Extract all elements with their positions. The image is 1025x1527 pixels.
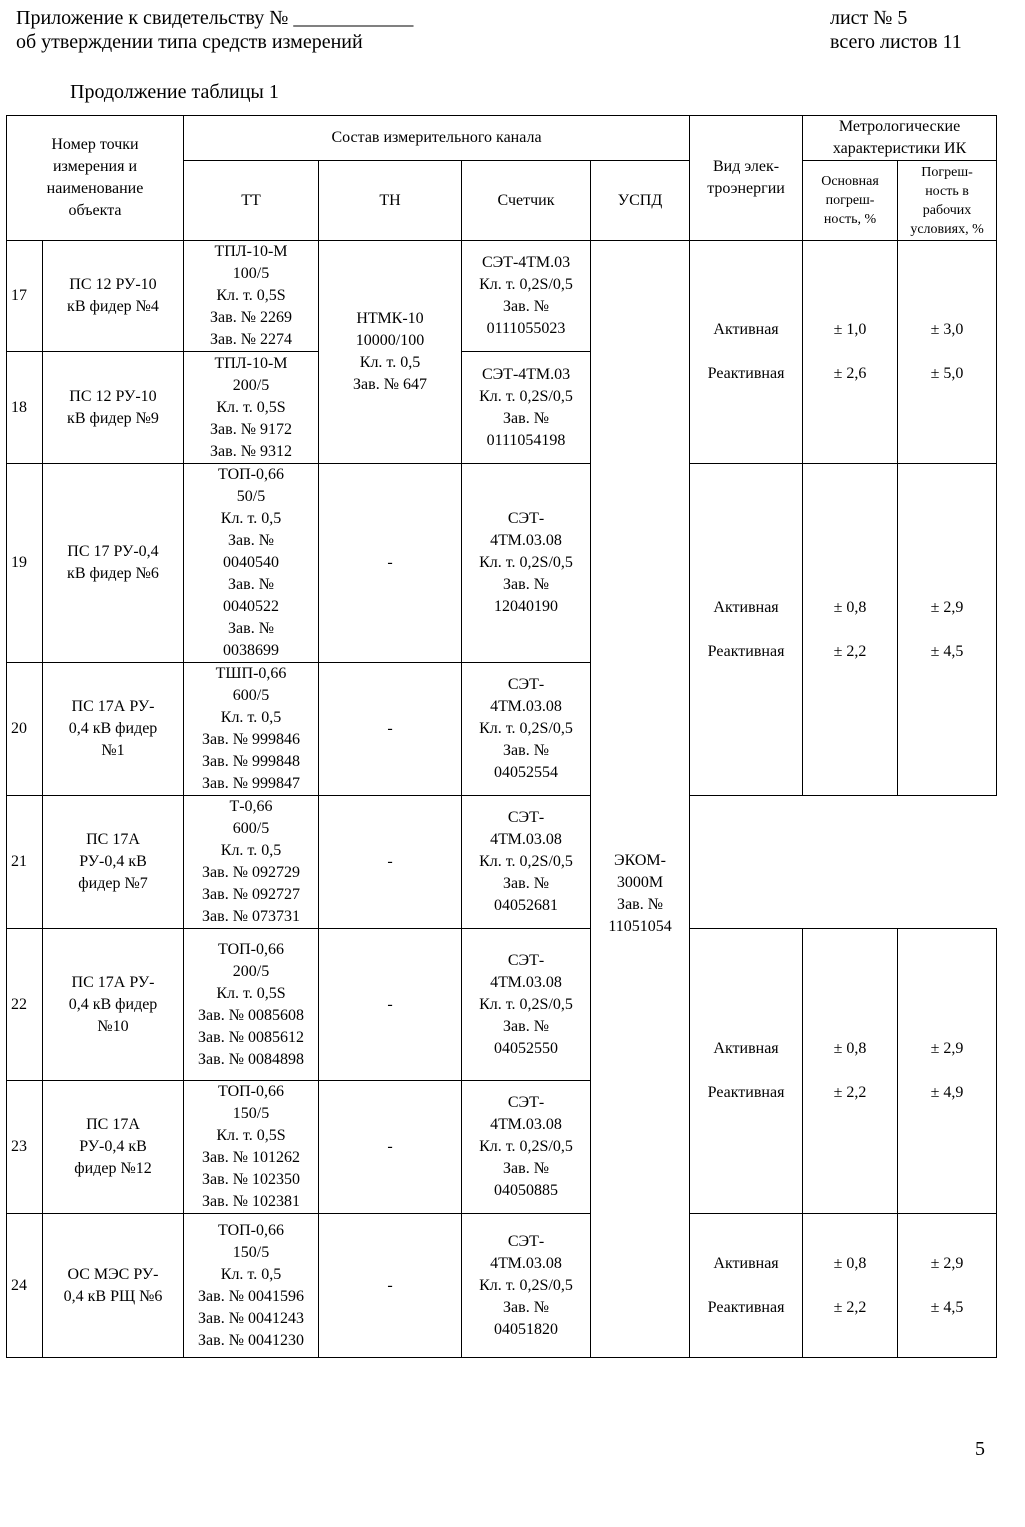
work-error-cell: ± 3,0 ± 5,0: [898, 241, 997, 464]
meter-cell: СЭТ- 4ТМ.03.08 Кл. т. 0,2S/0,5 Зав. № 04052550: [462, 929, 591, 1081]
work-error-cell: ± 2,9 ± 4,9: [898, 929, 997, 1214]
header-meter: Счетчик: [462, 161, 591, 241]
tn-cell: -: [319, 929, 462, 1081]
row-number: 21: [7, 796, 43, 929]
meter-cell: СЭТ-4ТМ.03 Кл. т. 0,2S/0,5 Зав. № 0111055023: [462, 241, 591, 352]
row-number: 18: [7, 352, 43, 464]
basic-error-cell: ± 1,0 ± 2,6: [803, 241, 898, 464]
row-number: 24: [7, 1214, 43, 1358]
header-tn: ТН: [319, 161, 462, 241]
meter-cell: СЭТ- 4ТМ.03.08 Кл. т. 0,2S/0,5 Зав. № 04050885: [462, 1081, 591, 1214]
object-name: ПС 17А РУ- 0,4 кВ фидер №1: [43, 663, 184, 796]
meter-cell: СЭТ- 4ТМ.03.08 Кл. т. 0,2S/0,5 Зав. № 04052681: [462, 796, 591, 929]
header-metrological: Метрологические характеристики ИК: [803, 116, 997, 161]
object-name: ПС 17А РУ-0,4 кВ фидер №12: [43, 1081, 184, 1214]
header-point-name: Номер точки измерения и наименование объекта: [7, 116, 184, 241]
tt-cell: ТОП-0,66 150/5 Кл. т. 0,5 Зав. № 0041596 Зав. № 0041243 Зав. № 0041230: [184, 1214, 319, 1358]
tt-cell: ТШП-0,66 600/5 Кл. т. 0,5 Зав. № 999846 Зав. № 999848 Зав. № 999847: [184, 663, 319, 796]
tt-cell: ТОП-0,66 50/5 Кл. т. 0,5 Зав. № 0040540 Зав. № 0040522 Зав. № 0038699: [184, 464, 319, 663]
header-sheet-number: лист № 5: [830, 7, 908, 29]
row-number: 23: [7, 1081, 43, 1214]
page-number: 5: [975, 1438, 985, 1460]
header-tt: ТТ: [184, 161, 319, 241]
uspd-cell: ЭКОМ- 3000М Зав. № 11051054: [591, 241, 690, 1358]
object-name: ОС МЭС РУ- 0,4 кВ РЩ №6: [43, 1214, 184, 1358]
measurement-channels-table: [6, 115, 997, 1358]
header-basic-error: Основная погреш- ность, %: [803, 161, 898, 241]
meter-cell: СЭТ-4ТМ.03 Кл. т. 0,2S/0,5 Зав. № 0111054198: [462, 352, 591, 464]
header-channel-composition: Состав измерительного канала: [184, 116, 690, 161]
tt-cell: Т-0,66 600/5 Кл. т. 0,5 Зав. № 092729 Зав. № 092727 Зав. № 073731: [184, 796, 319, 929]
tn-cell: НТМК-10 10000/100 Кл. т. 0,5 Зав. № 647: [319, 241, 462, 464]
tt-cell: ТОП-0,66 150/5 Кл. т. 0,5S Зав. № 101262 Зав. № 102350 Зав. № 102381: [184, 1081, 319, 1214]
table-caption: Продолжение таблицы 1: [70, 81, 279, 103]
table-row: [7, 929, 997, 1081]
tn-cell: -: [319, 464, 462, 663]
header-total-sheets: всего листов 11: [830, 31, 962, 53]
meter-cell: СЭТ- 4ТМ.03.08 Кл. т. 0,2S/0,5 Зав. № 12040190: [462, 464, 591, 663]
row-number: 22: [7, 929, 43, 1081]
energy-type-cell: Активная Реактивная: [690, 1214, 803, 1358]
object-name: ПС 12 РУ-10 кВ фидер №9: [43, 352, 184, 464]
basic-error-cell: ± 0,8 ± 2,2: [803, 464, 898, 796]
tt-cell: ТПЛ-10-М 200/5 Кл. т. 0,5S Зав. № 9172 Зав. № 9312: [184, 352, 319, 464]
table-row: [7, 241, 997, 352]
header-uspd: УСПД: [591, 161, 690, 241]
tt-cell: ТПЛ-10-М 100/5 Кл. т. 0,5S Зав. № 2269 Зав. № 2274: [184, 241, 319, 352]
meter-cell: СЭТ- 4ТМ.03.08 Кл. т. 0,2S/0,5 Зав. № 04051820: [462, 1214, 591, 1358]
work-error-cell: ± 2,9 ± 4,5: [898, 1214, 997, 1358]
table-row: [7, 464, 997, 663]
header-energy-type: Вид элек- троэнергии: [690, 116, 803, 241]
row-number: 17: [7, 241, 43, 352]
energy-type-cell: Активная Реактивная: [690, 241, 803, 464]
row-number: 19: [7, 464, 43, 663]
table-row: [7, 796, 997, 929]
tn-cell: -: [319, 663, 462, 796]
object-name: ПС 17А РУ-0,4 кВ фидер №7: [43, 796, 184, 929]
energy-type-cell: Активная Реактивная: [690, 929, 803, 1214]
meter-cell: СЭТ- 4ТМ.03.08 Кл. т. 0,2S/0,5 Зав. № 04052554: [462, 663, 591, 796]
header-approval-line: об утверждении типа средств измерений: [16, 31, 363, 53]
basic-error-cell: ± 0,8 ± 2,2: [803, 1214, 898, 1358]
table-row: [7, 1214, 997, 1358]
work-error-cell: ± 2,9 ± 4,5: [898, 464, 997, 796]
row-number: 20: [7, 663, 43, 796]
basic-error-cell: ± 0,8 ± 2,2: [803, 929, 898, 1214]
tn-cell: -: [319, 1214, 462, 1358]
tt-cell: ТОП-0,66 200/5 Кл. т. 0,5S Зав. № 0085608 Зав. № 0085612 Зав. № 0084898: [184, 929, 319, 1081]
object-name: ПС 17А РУ- 0,4 кВ фидер №10: [43, 929, 184, 1081]
header-certificate-line: Приложение к свидетельству № ____________: [16, 7, 414, 29]
energy-type-cell: Активная Реактивная: [690, 464, 803, 796]
object-name: ПС 12 РУ-10 кВ фидер №4: [43, 241, 184, 352]
object-name: ПС 17 РУ-0,4 кВ фидер №6: [43, 464, 184, 663]
tn-cell: -: [319, 1081, 462, 1214]
header-work-error: Погреш- ность в рабочих условиях, %: [898, 161, 997, 241]
tn-cell: -: [319, 796, 462, 929]
